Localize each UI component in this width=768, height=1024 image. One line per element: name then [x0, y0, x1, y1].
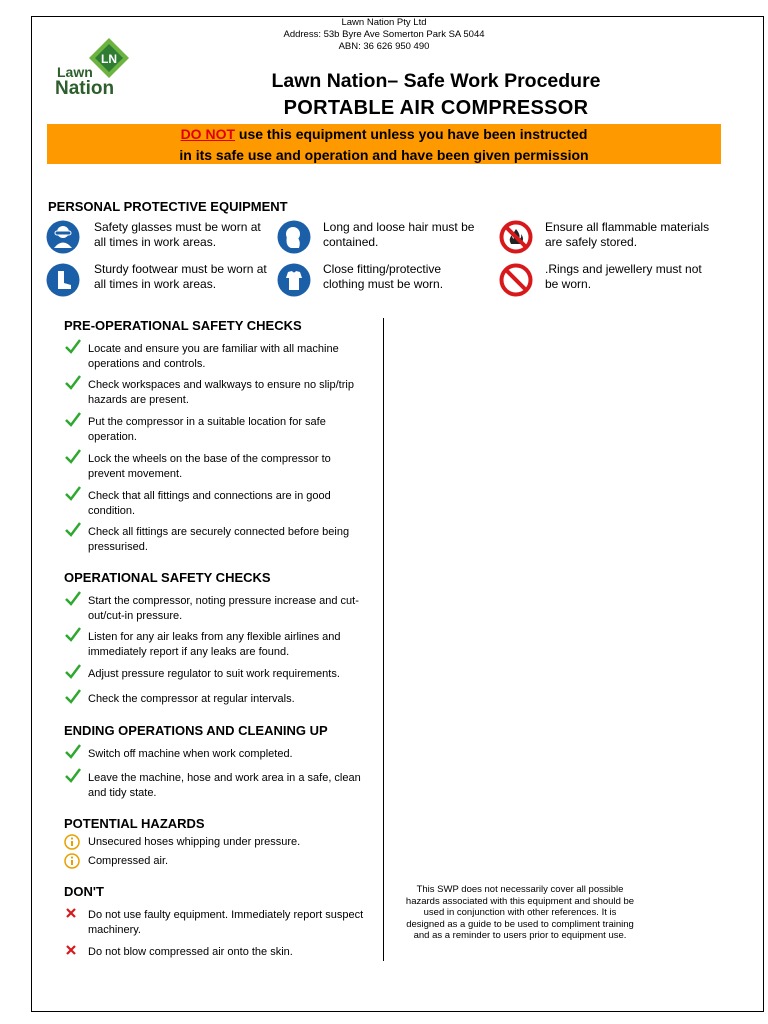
logo-initials: LN	[101, 52, 117, 66]
column-divider	[383, 318, 384, 961]
checkmark-icon	[64, 663, 82, 681]
ppe-text-jewellery: .Rings and jewellery must not be worn.	[545, 262, 702, 291]
cross-icon	[66, 908, 76, 918]
item-text: Put the compressor in a suitable location for safe operation.	[88, 416, 326, 443]
checkmark-icon	[64, 767, 82, 785]
long-hair-icon	[277, 220, 311, 254]
item-text: Compressed air.	[88, 855, 169, 867]
item-text: Switch off machine when work completed.	[88, 748, 293, 760]
item-text: Check workspaces and walkways to ensure no slip/trip hazards are present.	[88, 379, 354, 406]
checkmark-icon	[64, 485, 82, 503]
checkmark-icon	[64, 521, 82, 539]
safety-glasses-icon	[46, 220, 80, 254]
item-text: Lock the wheels on the base of the compressor to prevent movement.	[88, 453, 331, 480]
checkmark-icon	[64, 411, 82, 429]
company-abn: ABN: 36 626 950 490	[338, 41, 430, 52]
dont-heading: DON'T	[64, 884, 104, 899]
ppe-text-glasses: Safety glasses must be worn at all times in work areas.	[94, 220, 261, 249]
item-text: Locate and ensure you are familiar with all machine operations and controls.	[88, 343, 339, 370]
ppe-text-flammables: Ensure all flammable materials are safely stored.	[545, 220, 710, 249]
item-text: Leave the machine, hose and work area in a safe, clean and tidy state.	[88, 772, 361, 799]
op-heading: OPERATIONAL SAFETY CHECKS	[64, 570, 271, 585]
checkmark-icon	[64, 374, 82, 392]
warning-line1: use this equipment unless you have been instructed	[235, 126, 588, 142]
cross-icon	[66, 945, 76, 955]
equipment-title: PORTABLE AIR COMPRESSOR	[283, 97, 589, 119]
item-text: Do not blow compressed air onto the skin.	[88, 946, 293, 958]
ending-heading: ENDING OPERATIONS AND CLEANING UP	[64, 723, 328, 738]
item-text: Unsecured hoses whipping under pressure.	[88, 836, 301, 848]
warning-line2: in its safe use and operation and have been given permission	[179, 147, 589, 163]
checkmark-icon	[64, 743, 82, 761]
hazards-heading: POTENTIAL HAZARDS	[64, 816, 205, 831]
safety-boots-icon	[46, 263, 80, 297]
protective-clothing-icon	[277, 263, 311, 297]
info-icon	[64, 853, 80, 869]
checkmark-icon	[64, 626, 82, 644]
ppe-heading: PERSONAL PROTECTIVE EQUIPMENT	[48, 199, 288, 214]
ppe-text-footwear: Sturdy footwear must be worn at all times in work areas.	[94, 262, 267, 291]
checkmark-icon	[64, 448, 82, 466]
info-icon	[64, 834, 80, 850]
do-not-text: DO NOT	[180, 126, 236, 142]
ppe-text-clothing: Close fitting/protective clothing must be worn.	[323, 262, 444, 291]
logo-word-nation: Nation	[55, 78, 115, 99]
checkmark-icon	[64, 688, 82, 706]
no-flammables-icon	[499, 220, 533, 254]
item-text: Listen for any air leaks from any flexible airlines and immediately report if any leaks are found.	[88, 631, 341, 658]
checkmark-icon	[64, 590, 82, 608]
checkmark-icon	[64, 338, 82, 356]
company-name: Lawn Nation Pty Ltd	[341, 17, 427, 28]
document-title: Lawn Nation– Safe Work Procedure	[271, 70, 601, 92]
logo-word-lawn: Lawn	[57, 64, 93, 80]
item-text: Start the compressor, noting pressure increase and cut-out/cut-in pressure.	[88, 595, 359, 622]
item-text: Check that all fittings and connections are in good condition.	[88, 490, 331, 517]
item-text: Adjust pressure regulator to suit work requirements.	[88, 668, 340, 680]
item-text: Do not use faulty equipment. Immediately report suspect machinery.	[88, 909, 364, 936]
no-jewellery-icon	[499, 263, 533, 297]
warning-banner	[47, 124, 721, 164]
company-address: Address: 53b Byre Ave Somerton Park SA 5044	[283, 29, 485, 40]
item-text: Check all fittings are securely connected before being pressurised.	[88, 526, 350, 553]
pre-op-heading: PRE-OPERATIONAL SAFETY CHECKS	[64, 318, 302, 333]
item-text: Check the compressor at regular intervals.	[88, 693, 295, 705]
ppe-text-hair: Long and loose hair must be contained.	[323, 220, 475, 249]
disclaimer-note: This SWP does not necessarily cover all possible hazards associated with this equipment and should be used in conjunction with other references. It is designed as a guide to be used to compliment training and as a reminder to users prior to equipment use.	[405, 884, 635, 941]
